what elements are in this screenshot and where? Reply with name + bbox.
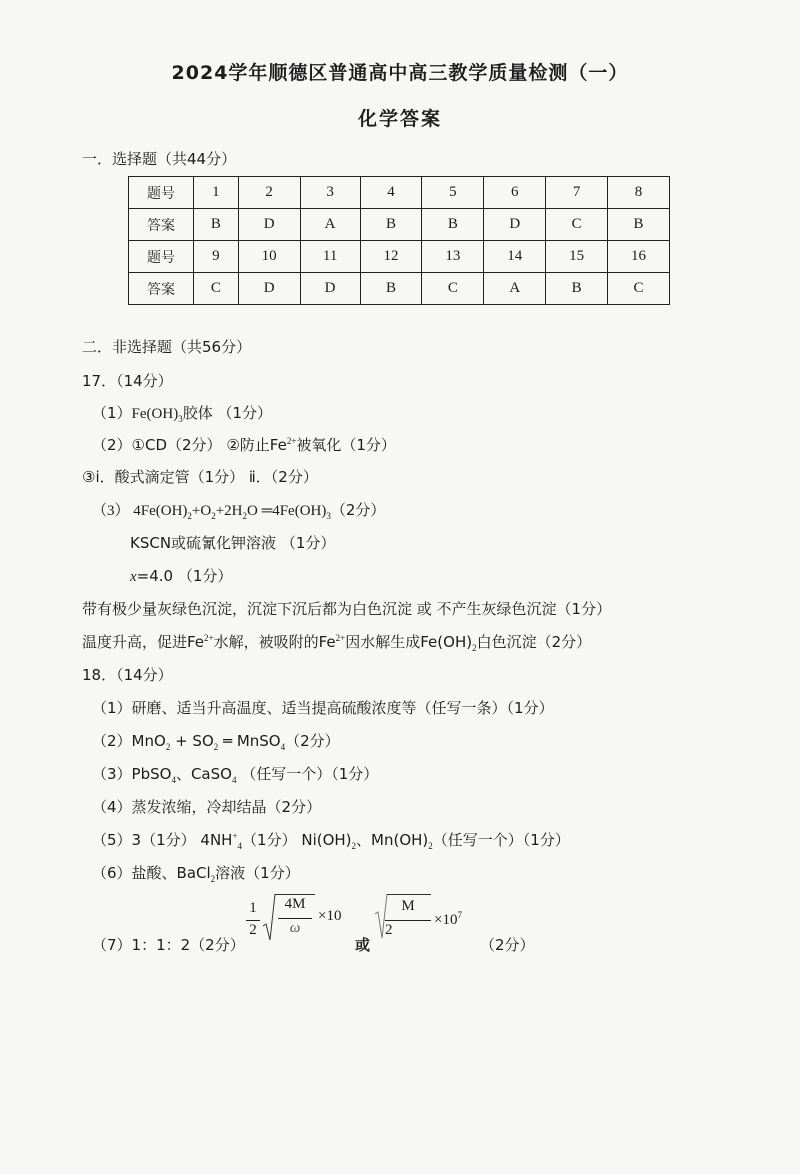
text: （2）①CD（2分） ②防止Fe [92,436,287,454]
text: （3）PbSO [92,765,172,783]
table-cell: D [238,209,300,241]
fraction-bar [246,920,260,921]
text: 2 [165,742,171,752]
text: 2 [351,841,357,851]
page-title: 2024学年顺德区普通高中高三教学质量检测（一） [171,62,629,84]
text: 2 [428,841,433,851]
table-cell: 16 [608,241,670,273]
q18-part7-score: （2分） [480,936,535,954]
times-ten: ×10 [318,908,342,924]
table-cell: C [608,273,670,305]
table-cell: C [194,273,239,305]
text: 白色沉淀（2分） [476,633,592,651]
q17-explanation [82,631,591,653]
text: + [232,831,238,841]
table-cell: C [546,209,608,241]
row-label-question: 题号 [129,177,194,209]
q18-part2 [92,730,340,752]
fraction-bar [278,918,312,919]
text: ×10 [434,912,458,928]
q17-part2-iii: ③ⅰ．酸式滴定管（1分） ⅱ．（2分） [82,468,318,486]
text: 、CaSO [175,765,232,783]
section2-heading: 二．非选择题（共56分） [82,338,252,356]
table-cell: D [238,273,300,305]
table-cell: D [300,273,360,305]
text: 2 [213,742,219,752]
table-cell: A [484,273,546,305]
text: O ═4Fe(OH) [247,503,327,519]
text: +O [191,503,212,519]
table-cell: 5 [422,177,484,209]
fraction-numerator: M [401,898,415,914]
text: （1） [92,404,132,422]
text: x [130,569,137,585]
table-row [129,273,670,305]
q18-part1: （1）研磨、适当升高温度、适当提高硫酸浓度等（任写一条）（1分） [92,699,554,717]
q18-part6 [92,862,300,884]
answer-table [128,176,670,305]
table-cell: 14 [484,241,546,273]
text: 水解，被吸附的Fe [213,633,336,651]
q17-part3-reagent: KSCN或硫氰化钾溶液 （1分） [130,534,336,552]
q18-part7-prefix: （7）1：1：2（2分） [92,936,245,954]
text: 被氧化（1分） [296,436,396,454]
q17-observation: 带有极少量灰绿色沉淀，沉淀下沉后都为白色沉淀 或 不产生灰绿色沉淀（1分） [82,600,612,618]
page-subtitle: 化学答案 [357,108,442,130]
text: + SO [170,732,214,750]
table-cell: B [608,209,670,241]
section1-heading: 一．选择题（共44分） [82,150,237,168]
text: 2+ [335,633,346,643]
text: （3） 4Fe(OH) [92,503,188,519]
text: 2 [472,643,477,653]
table-row [129,209,670,241]
text: 2+ [286,436,297,446]
text: 3 [326,511,331,521]
text: （6）盐酸、BaCl [92,864,211,882]
text: （1分） Ni(OH) [242,831,352,849]
fraction-denominator: 2 [385,922,393,938]
table-cell: 13 [422,241,484,273]
text: 3 [178,414,183,424]
row-label-answer: 答案 [129,209,194,241]
text: 温度升高，促进Fe [82,633,205,651]
times-ten [434,910,462,929]
q17-part1 [92,402,272,424]
fraction-denominator: 2 [249,922,257,938]
text: （任写一个）（1分） [236,765,379,783]
text: +2H [215,503,243,519]
table-cell: B [360,273,422,305]
q18-label: 18．（14分） [82,666,173,684]
text: （5）3（1分） 4NH [92,831,233,849]
q17-label: 17．（14分） [82,372,173,390]
exponent: 7 [457,910,462,920]
text: Fe(OH) [131,406,179,422]
fraction-denominator: ω [289,920,301,936]
text: 、Mn(OH) [356,831,429,849]
sqrt-sign-icon [262,892,276,944]
table-cell: 2 [238,177,300,209]
table-cell: 1 [194,177,239,209]
table-cell: 6 [484,177,546,209]
table-row [129,177,670,209]
text: （2）MnO [92,732,166,750]
text: 2 [242,511,247,521]
text: 4 [171,775,176,785]
table-row [129,241,670,273]
table-cell: B [194,209,239,241]
text: 因水解生成Fe(OH) [345,633,473,651]
table-cell: B [422,209,484,241]
text: 4 [237,841,243,851]
table-cell: 7 [546,177,608,209]
table-cell: B [360,209,422,241]
table-cell: 9 [194,241,239,273]
table-cell: 8 [608,177,670,209]
table-cell: C [422,273,484,305]
table-cell: D [484,209,546,241]
row-label-answer: 答案 [129,273,194,305]
q18-part3 [92,763,378,785]
text: 2 [211,511,216,521]
fraction-numerator: 4M [284,896,306,912]
text: 2 [187,511,192,521]
text: =4.0 （1分） [136,567,233,585]
table-cell: B [546,273,608,305]
text: （2分） [285,732,340,750]
row-label-question: 题号 [129,241,194,273]
table-cell: A [300,209,360,241]
text: 2+ [204,633,214,643]
q17-part3-x [130,565,232,586]
text: （任写一个）（1分） [432,831,570,849]
or-text: 或 [355,936,371,954]
fraction-numerator: 1 [249,900,257,916]
text: 4 [231,775,237,785]
text: 溶液（1分） [215,864,300,882]
text: ═ MnSO [218,732,281,750]
text: 2 [210,874,216,884]
sqrt-bar [275,894,315,895]
sqrt-bar [387,894,431,895]
q18-part5 [92,829,570,851]
q18-part4: （4）蒸发浓缩，冷却结晶（2分） [92,798,322,816]
text: 4 [280,742,286,752]
text: 胶体 （1分） [182,404,273,422]
table-cell: 15 [546,241,608,273]
q17-part2 [92,434,396,455]
text: （2分） [330,501,386,519]
table-cell: 3 [300,177,360,209]
table-cell: 11 [300,241,360,273]
fraction-bar [385,920,431,921]
q17-part3-equation [92,499,385,521]
table-cell: 12 [360,241,422,273]
table-cell: 4 [360,177,422,209]
table-cell: 10 [238,241,300,273]
